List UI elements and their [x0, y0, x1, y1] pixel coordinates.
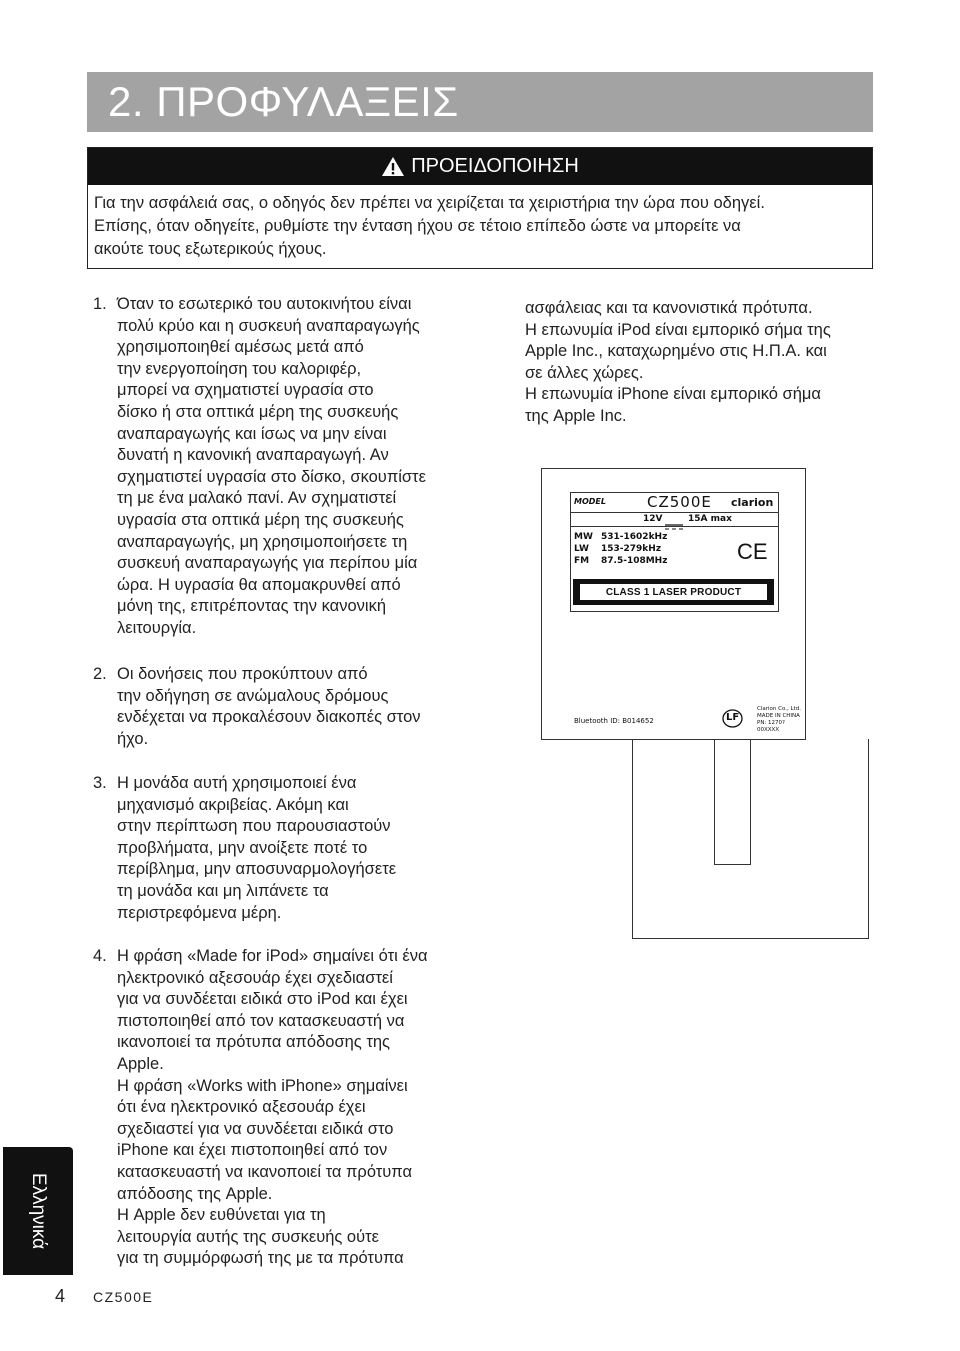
item-line: περιστρεφόμενα μέρη.	[117, 903, 282, 922]
right-line: σε άλλες χώρες.	[525, 363, 644, 382]
maker-line: MADE IN CHINA	[757, 713, 800, 719]
right-line: της Apple Inc.	[525, 406, 627, 425]
item-line: δυνατή η κανονική αναπαραγωγή. Αν	[117, 446, 389, 465]
item-line: ήχο.	[117, 729, 149, 748]
label-band-range: 87.5-108MHz	[601, 556, 668, 566]
laser-class-text: CLASS 1 LASER PRODUCT	[605, 586, 742, 598]
warning-text	[94, 192, 864, 261]
item-line: τη με ένα μαλακό πανί. Αν σχηματιστεί	[117, 489, 397, 508]
item-line: στην περίπτωση που παρουσιαστούν	[117, 817, 391, 836]
item-line: χρησιμοποιηθεί αμέσως μετά από	[117, 338, 364, 357]
item-line: για τη συμμόρφωσή της με τα πρότυπα	[117, 1249, 404, 1268]
item-line: Η Apple δεν ευθύνεται για τη	[117, 1206, 326, 1225]
language-tab-label: Ελληνικά	[28, 1172, 49, 1250]
item-line: Οι δονήσεις που προκύπτουν από	[117, 665, 368, 683]
lf-mark: LF	[726, 712, 740, 723]
item-line: μόνη της, επιτρέποντας την κανονική	[117, 597, 386, 616]
item-line: λειτουργία αυτής της συσκευής ούτε	[117, 1227, 380, 1246]
right-line: Η επωνυμία iPod είναι εμπορικό σήμα της	[525, 320, 831, 339]
item-line: ηλεκτρονικό αξεσουάρ έχει σχεδιαστεί	[117, 968, 393, 987]
item-line: αναπαραγωγής, μη χρησιμοποιήσετε τη	[117, 532, 408, 551]
item-text	[117, 294, 426, 640]
item-number: 2.	[93, 665, 107, 683]
item-line: λειτουργία.	[117, 618, 197, 637]
item-line: συσκευή αναπαραγωγής για περίπου μία	[117, 554, 418, 573]
item-line: σχηματιστεί υγρασία στο δίσκο, σκουπίστε	[117, 467, 426, 486]
warning-triangle-icon	[381, 156, 405, 177]
right-line: Η επωνυμία iPhone είναι εμπορικό σήμα	[525, 385, 821, 404]
section-title: 2. ΠΡΟΦΥΛΑΞΕΙΣ	[108, 78, 459, 125]
item-line: Η φράση «Made for iPod» σημαίνει ότι ένα	[117, 947, 428, 965]
item-line: την ενεργοποίηση του καλοριφέρ,	[117, 359, 362, 378]
item-line: σχεδιαστεί για να συνδέεται ειδικά στο	[117, 1119, 394, 1138]
item-line: αναπαραγωγής και ίσως να μην είναι	[117, 424, 387, 443]
item-line: ότι ένα ηλεκτρονικό αξεσουάρ έχει	[117, 1098, 366, 1117]
warning-header	[88, 148, 872, 185]
warning-title: ΠΡΟΕΙΔΟΠΟΙΗΣΗ	[411, 155, 579, 177]
warning-box	[87, 147, 873, 269]
item-line: Η φράση «Works with iPhone» σημαίνει	[117, 1076, 408, 1095]
warning-line: Επίσης, όταν οδηγείτε, ρυθμίστε την ένταση ήχου σε τέτοιο επίπεδο ώστε να μπορείτε να	[94, 217, 741, 235]
right-line: ασφάλειας και τα κανονιστικά πρότυπα.	[525, 299, 813, 317]
right-line: Apple Inc., καταχωρημένο στις Η.Π.Α. και	[525, 342, 827, 361]
item-line: ενδέχεται να προκαλέσουν διακοπές στον	[117, 708, 421, 727]
item-text	[117, 773, 396, 924]
item-number: 1.	[93, 295, 107, 313]
right-column-text	[525, 298, 831, 428]
warning-line: ακούτε τους εξωτερικούς ήχους.	[94, 240, 327, 258]
label-plate	[570, 492, 779, 612]
label-band: LW	[574, 544, 589, 554]
item-number: 3.	[93, 774, 107, 792]
label-band-range: 153-279kHz	[601, 544, 662, 554]
item-line: ικανοποιεί τα πρότυπα απόδοσης της	[117, 1033, 390, 1052]
item-line: την οδήγηση σε ανώμαλους δρόμους	[117, 686, 389, 705]
footer-model: CZ500E	[93, 1289, 154, 1305]
item-line: μπορεί να σχηματιστεί υγρασία στο	[117, 381, 374, 400]
label-brand: clarion	[731, 496, 774, 509]
item-line: πιστοποιηθεί από τον κατασκευαστή να	[117, 1011, 405, 1030]
label-model-tag: MODEL	[574, 497, 606, 506]
item-number: 4.	[93, 947, 107, 965]
item-text	[117, 664, 421, 750]
item-line: απόδοσης της Apple.	[117, 1184, 273, 1203]
label-band: MW	[574, 532, 593, 542]
language-tab	[3, 1147, 73, 1275]
bluetooth-id: Bluetooth ID: B014652	[574, 717, 654, 725]
maker-info	[757, 706, 805, 734]
label-model: CZ500E	[647, 493, 712, 511]
laser-class-box	[573, 579, 774, 605]
item-line: προβλήματα, μην ανοίξετε ποτέ το	[117, 838, 368, 857]
item-line: υγρασία στα οπτικά μέρη της συσκευής	[117, 510, 404, 529]
page-number: 4	[55, 1286, 66, 1306]
item-line: περίβλημα, μην αποσυναρμολογήσετε	[117, 860, 397, 879]
item-line: μηχανισμό ακριβείας. Ακόμη και	[117, 795, 349, 814]
item-line: τη μονάδα και μη λιπάνετε τα	[117, 881, 329, 900]
item-line: δίσκο ή στα οπτικά μέρη της συσκευής	[117, 402, 399, 421]
ce-mark: CE	[737, 539, 768, 564]
label-band-range: 531-1602kHz	[601, 532, 668, 542]
item-line: iPhone και έχει πιστοποιηθεί από τον	[117, 1141, 388, 1160]
maker-line: Clarion Co., Ltd.	[757, 706, 801, 712]
product-label	[541, 468, 806, 740]
item-line: Όταν το εσωτερικό του αυτοκινήτου είναι	[117, 295, 412, 313]
item-line: ώρα. Η υγρασία θα απομακρυνθεί από	[117, 575, 401, 594]
item-line: κατασκευαστή να ικανοποιεί τα πρότυπα	[117, 1162, 412, 1181]
label-power: 12V	[643, 514, 663, 524]
label-band: FM	[574, 556, 590, 566]
label-current: 15A max	[688, 514, 732, 524]
dc-symbol-icon	[665, 517, 683, 523]
item-text	[117, 946, 428, 1270]
item-line: Η μονάδα αυτή χρησιμοποιεί ένα	[117, 774, 357, 792]
item-line: Apple.	[117, 1054, 164, 1073]
item-line: πολύ κρύο και η συσκευή αναπαραγωγής	[117, 316, 420, 335]
item-line: για να συνδέεται ειδικά στο iPod και έχει	[117, 990, 408, 1009]
maker-line: PN: 1270?00XXXX	[757, 720, 785, 733]
warning-line: Για την ασφάλειά σας, ο οδηγός δεν πρέπει να χειρίζεται τα χειριστήρια την ώρα που οδηγεί.	[94, 194, 765, 212]
